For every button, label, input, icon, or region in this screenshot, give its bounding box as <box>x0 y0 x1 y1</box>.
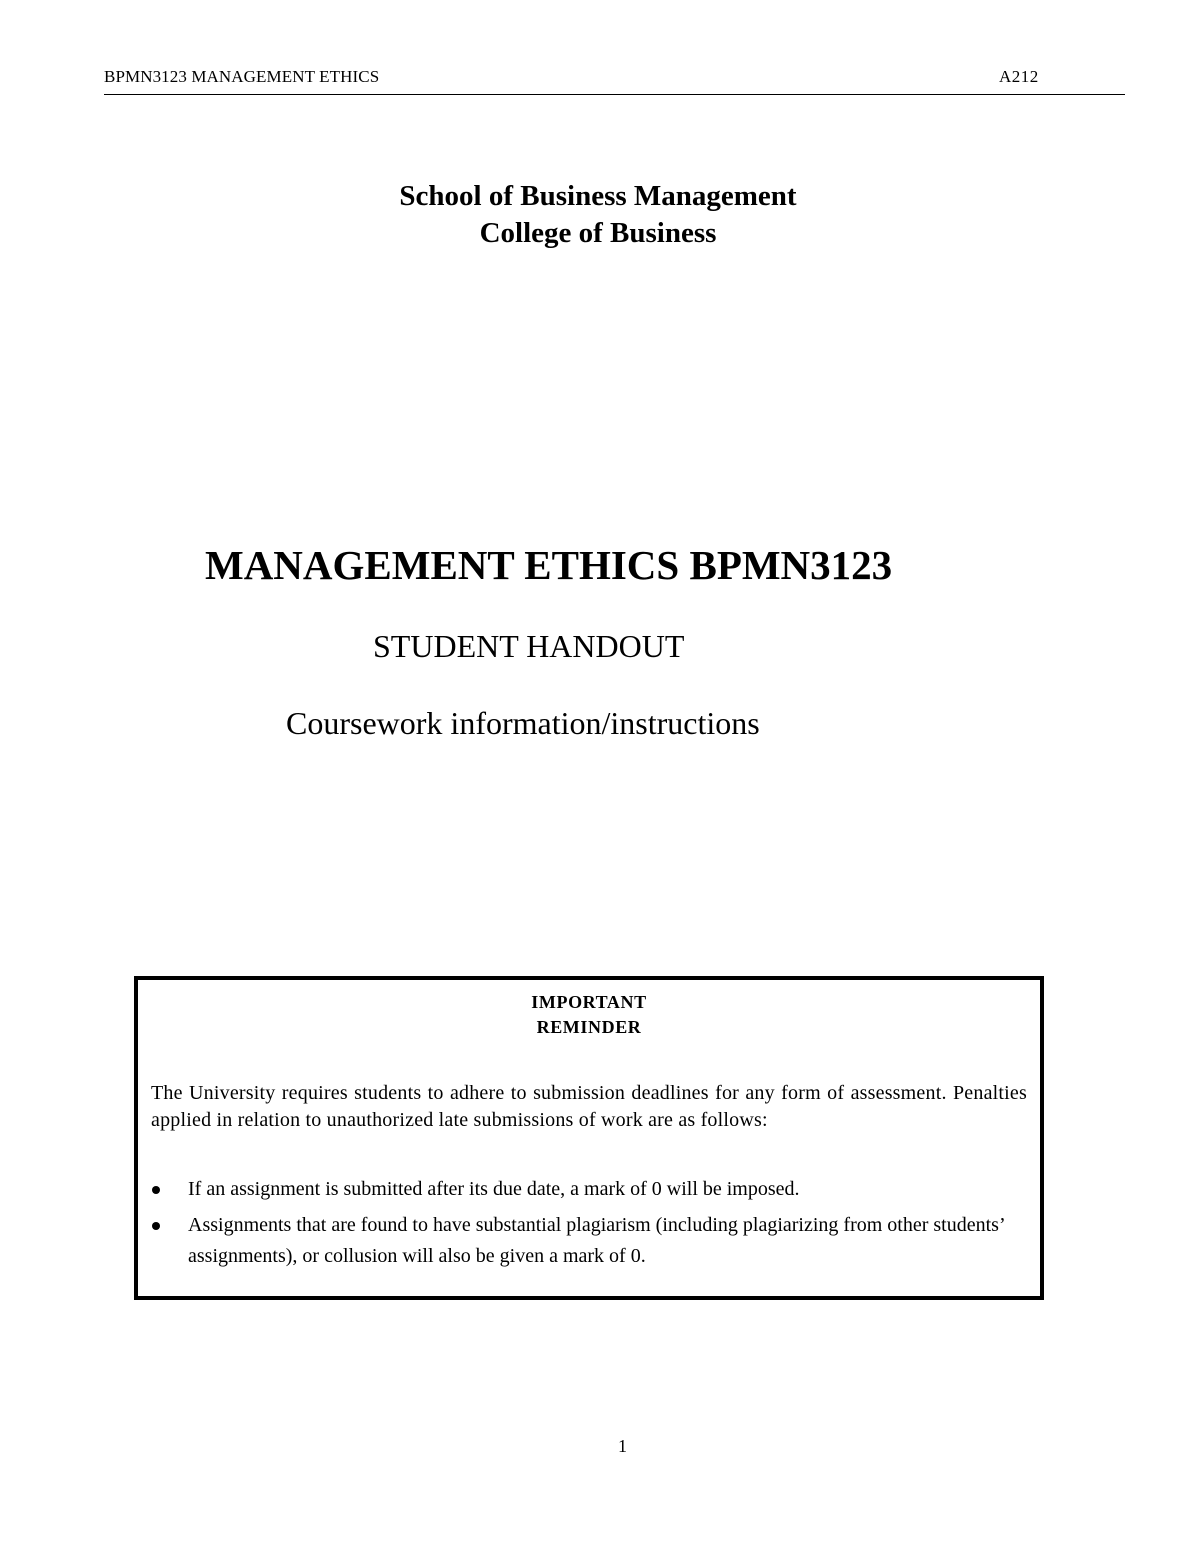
penalty-list <box>151 1174 1011 1277</box>
bullet-icon <box>152 1222 160 1230</box>
page-header <box>104 66 1125 95</box>
reminder-heading-important: IMPORTANT <box>531 992 647 1012</box>
college-name: College of Business <box>479 217 717 249</box>
penalty-plagiarism: Assignments that are found to have substantial plagiarism (including plagiarizing from other students’ assignments), or collusion will also be given a mark of 0. <box>188 1214 1005 1267</box>
page-number: 1 <box>618 1436 627 1456</box>
list-item <box>151 1210 1011 1272</box>
header-course-label: BPMN3123 MANAGEMENT ETHICS <box>104 67 380 86</box>
reminder-heading <box>138 990 1040 1040</box>
school-name: School of Business Management <box>399 180 797 212</box>
course-title: MANAGEMENT ETHICS BPMN3123 <box>205 542 893 588</box>
reminder-heading-reminder: REMINDER <box>536 1017 642 1037</box>
school-block <box>0 178 1200 252</box>
important-reminder-box <box>134 976 1044 1300</box>
penalty-late-submission: If an assignment is submitted after its due date, a mark of 0 will be imposed. <box>188 1178 800 1200</box>
handout-subtitle: STUDENT HANDOUT <box>373 628 685 664</box>
bullet-icon <box>152 1186 160 1194</box>
list-item <box>151 1174 1011 1205</box>
coursework-description: Coursework information/instructions <box>286 705 760 741</box>
reminder-paragraph: The University requires students to adhere to submission deadlines for any form of assessment. Penalties applied in relation to unauthorized late submissions of work are as follows: <box>151 1082 1027 1131</box>
header-semester-code: A212 <box>999 67 1039 86</box>
